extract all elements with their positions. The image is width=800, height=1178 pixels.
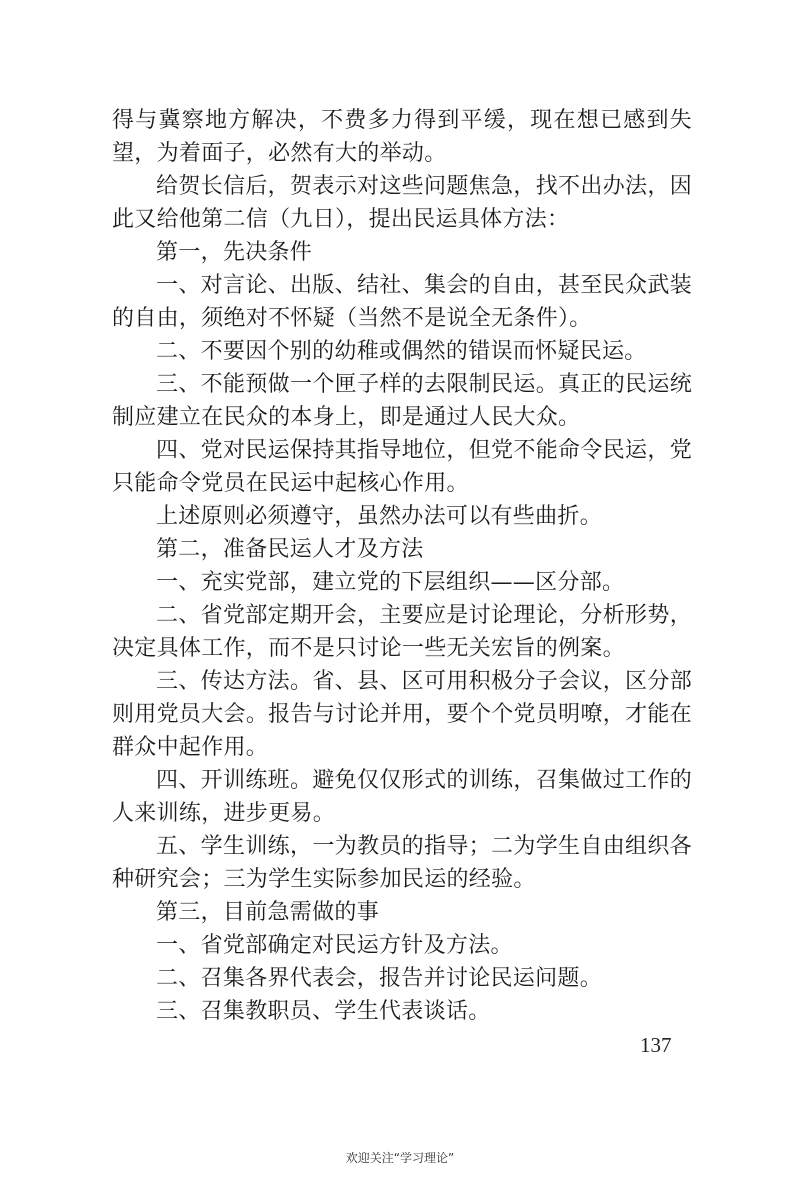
paragraph: 五、学生训练，一为教员的指导；二为学生自由组织各种研究会；三为学生实际参加民运的经验。 — [112, 834, 692, 892]
paragraph: 第一，先决条件 — [156, 240, 313, 265]
paragraph: 四、党对民运保持其指导地位，但党不能命令民运，党只能命令党员在民运中起核心作用。 — [112, 438, 692, 496]
paragraph: 一、省党部确定对民运方针及方法。 — [156, 933, 513, 958]
paragraph: 二、省党部定期开会，主要应是讨论理论，分析形势，决定具体工作，而不是只讨论一些无关宏旨的例案。 — [112, 603, 692, 661]
paragraph: 四、开训练班。避免仅仅形式的训练，召集做过工作的人来训练，进步更易。 — [112, 768, 692, 826]
paragraph: 得与冀察地方解决，不费多力得到平缓，现在想已感到失望，为着面子，必然有大的举动。 — [112, 108, 692, 166]
page-number: 137 — [640, 1033, 672, 1057]
paragraph: 二、召集各界代表会，报告并讨论民运问题。 — [156, 966, 603, 991]
footer-note: 欢迎关注“学习理论” — [345, 1151, 455, 1165]
paragraph: 一、对言论、出版、结社、集会的自由，甚至民众武装的自由，须绝对不怀疑（当然不是说全无条件）。 — [112, 273, 692, 331]
paragraph: 给贺长信后，贺表示对这些问题焦急，找不出办法，因此又给他第二信（九日），提出民运具体方法： — [112, 174, 692, 232]
paragraph: 第三，目前急需做的事 — [156, 900, 380, 925]
paragraph: 三、传达方法。省、县、区可用积极分子会议，区分部则用党员大会。报告与讨论并用，要个个党员明嘹，才能在群众中起作用。 — [112, 669, 692, 760]
paragraph: 一、充实党部，建立党的下层组织——区分部。 — [156, 570, 625, 595]
paragraph: 三、召集教职员、学生代表谈话。 — [156, 999, 491, 1024]
paragraph: 第二，准备民运人才及方法 — [156, 537, 424, 562]
page-body — [112, 104, 692, 1028]
paragraph: 二、不要因个别的幼稚或偶然的错误而怀疑民运。 — [156, 339, 647, 364]
paragraph: 上述原则必须遵守，虽然办法可以有些曲折。 — [156, 504, 603, 529]
paragraph: 三、不能预做一个匣子样的去限制民运。真正的民运统制应建立在民众的本身上，即是通过人民大众。 — [112, 372, 692, 430]
